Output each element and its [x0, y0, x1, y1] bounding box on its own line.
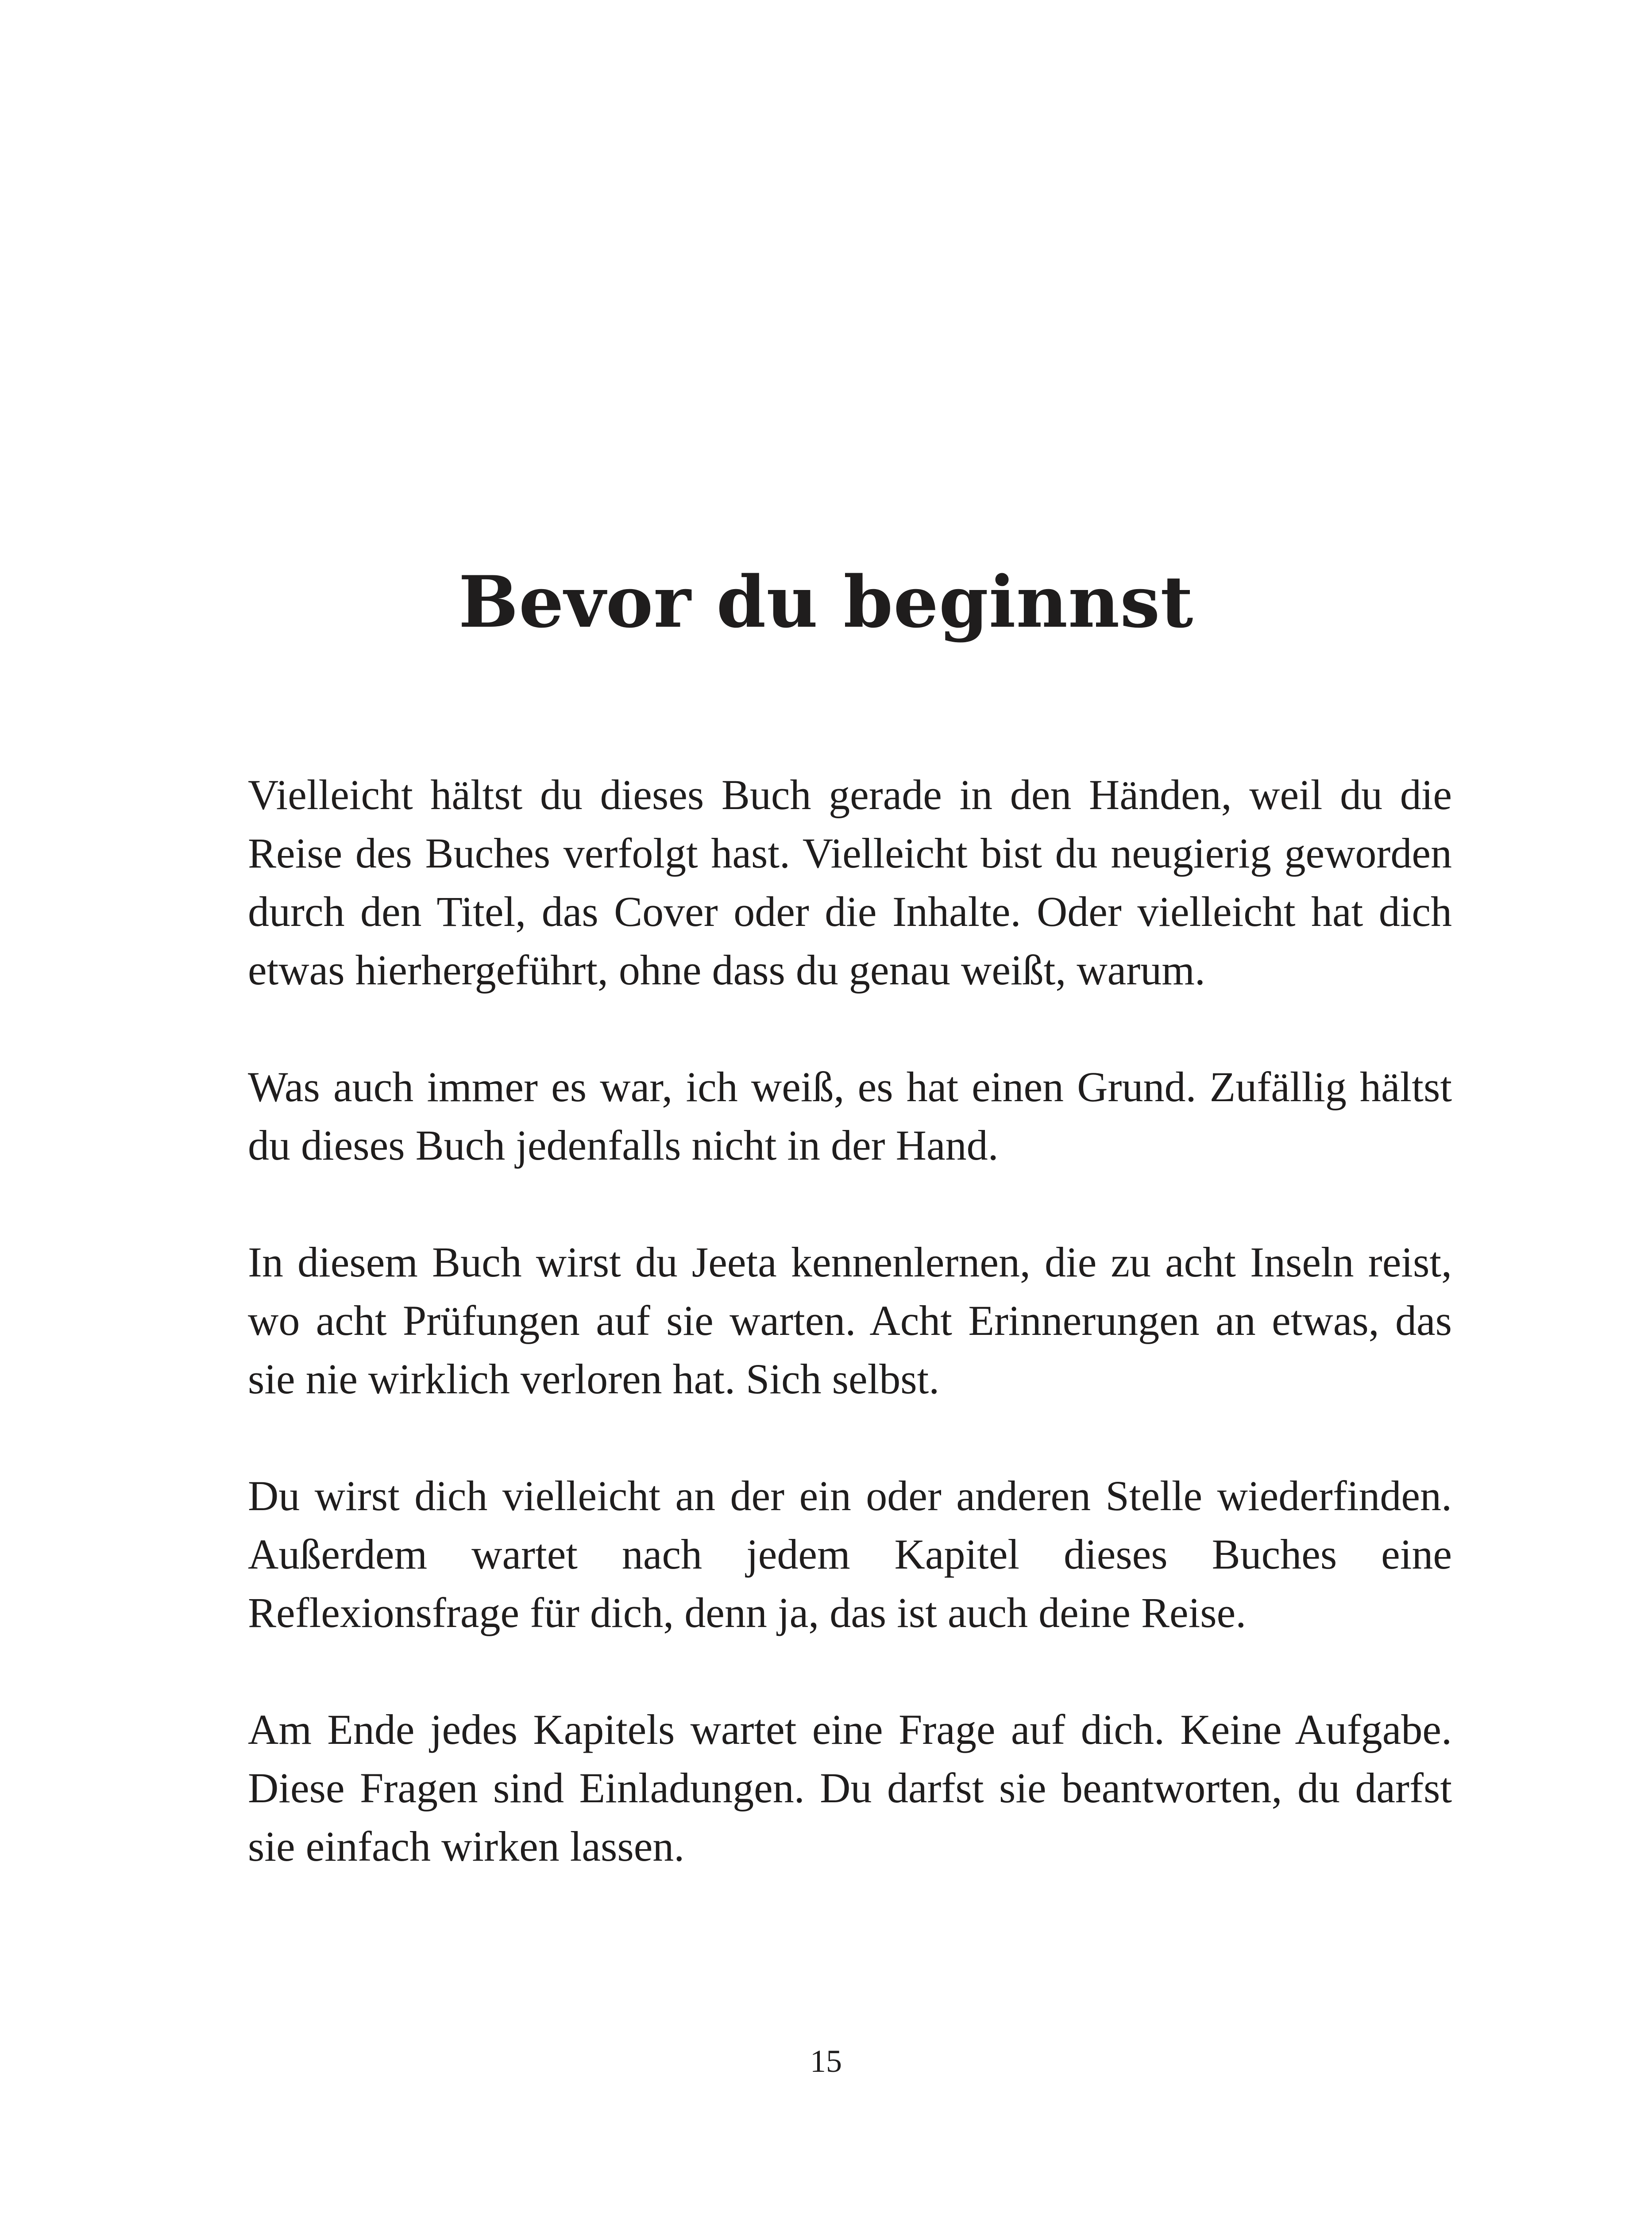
chapter-title: Bevor du beginnst: [458, 560, 1194, 644]
text-line: Was auch immer es war, ich weiß, es hat einen Grund. Zufällig hältst: [248, 1063, 1452, 1110]
text-line: Diese Fragen sind Einladungen. Du darfst sie beantworten, du darfst: [248, 1764, 1452, 1812]
paragraph-4: [248, 1467, 1452, 1642]
text-line: etwas hierhergeführt, ohne dass du genau weißt, warum.: [248, 946, 1205, 994]
text-line: Reflexionsfrage für dich, denn ja, das ist auch deine Reise.: [248, 1589, 1247, 1636]
text-line: Vielleicht hältst du dieses Buch gerade in den Händen, weil du die: [248, 771, 1452, 818]
text-line: Außerdem wartet nach jedem Kapitel dieses Buches eine: [248, 1531, 1452, 1578]
text-line: durch den Titel, das Cover oder die Inhalte. Oder vielleicht hat dich: [248, 888, 1452, 935]
text-line: Am Ende jedes Kapitels wartet eine Frage auf dich. Keine Aufgabe.: [248, 1706, 1452, 1753]
text-line: In diesem Buch wirst du Jeeta kennenlernen, die zu acht Inseln reist,: [248, 1238, 1452, 1286]
page-number: 15: [810, 2043, 842, 2079]
text-line: Du wirst dich vielleicht an der ein oder anderen Stelle wiederfinden.: [248, 1472, 1452, 1519]
paragraph-1: [248, 766, 1452, 999]
text-line: Reise des Buches verfolgt hast. Vielleicht bist du neugierig geworden: [248, 829, 1452, 877]
paragraph-2: [248, 1058, 1452, 1175]
body-text: [248, 766, 1452, 1934]
paragraph-5: [248, 1700, 1452, 1876]
text-line: sie nie wirklich verloren hat. Sich selbst.: [248, 1355, 940, 1403]
text-line: sie einfach wirken lassen.: [248, 1823, 685, 1870]
text-line: du dieses Buch jedenfalls nicht in der Hand.: [248, 1122, 999, 1169]
text-line: wo acht Prüfungen auf sie warten. Acht Erinnerungen an etwas, das: [248, 1297, 1452, 1344]
paragraph-3: [248, 1233, 1452, 1408]
